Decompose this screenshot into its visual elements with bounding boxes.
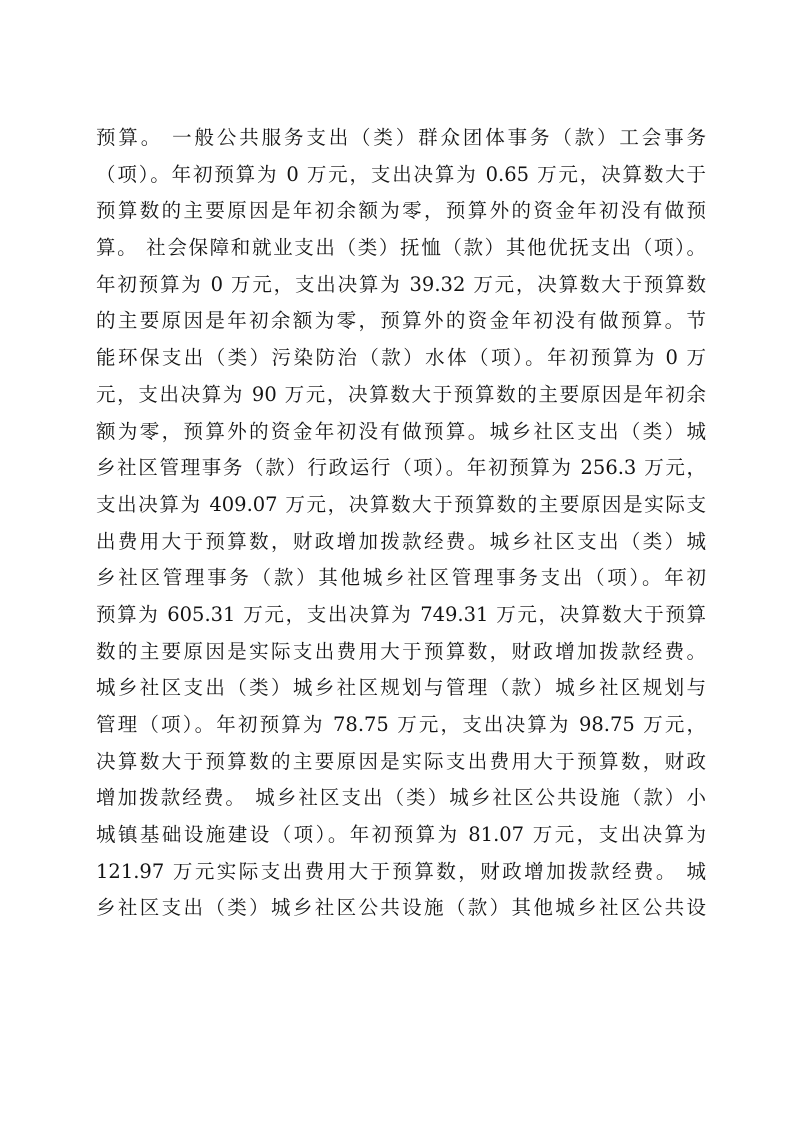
text-line: 支出决算为 409.07 万元，决算数大于预算数的主要原因是实际支	[96, 492, 706, 516]
text-line: 乡社区管理事务（款）其他城乡社区管理事务支出（项）。年初	[96, 566, 706, 590]
text-line: 算。 社会保障和就业支出（类）抚恤（款）其他优抚支出（项）。	[96, 236, 706, 260]
text-line: 城乡社区支出（类）城乡社区规划与管理（款）城乡社区规划与	[96, 676, 706, 700]
text-line: 决算数大于预算数的主要原因是实际支出费用大于预算数，财政	[96, 749, 706, 773]
text-line: 增加拨款经费。 城乡社区支出（类）城乡社区公共设施（款）小	[96, 786, 706, 810]
text-line: 预算数的主要原因是年初余额为零，预算外的资金年初没有做预	[96, 199, 706, 223]
text-line: 乡社区支出（类）城乡社区公共设施（款）其他城乡社区公共设	[96, 896, 706, 920]
text-line: 121.97 万元实际支出费用大于预算数，财政增加拨款经费。 城	[96, 859, 706, 883]
text-line: 乡社区管理事务（款）行政运行（项）。年初预算为 256.3 万元，	[96, 456, 706, 480]
text-line: 数的主要原因是实际支出费用大于预算数，财政增加拨款经费。	[96, 639, 706, 663]
text-line: 城镇基础设施建设（项）。年初预算为 81.07 万元，支出决算为	[96, 823, 706, 847]
text-line: 额为零，预算外的资金年初没有做预算。城乡社区支出（类）城	[96, 419, 706, 443]
text-line: 能环保支出（类）污染防治（款）水体（项）。年初预算为 0 万	[96, 346, 706, 370]
text-line: 出费用大于预算数，财政增加拨款经费。城乡社区支出（类）城	[96, 529, 706, 553]
text-line: 预算为 605.31 万元，支出决算为 749.31 万元，决算数大于预算	[96, 602, 706, 626]
text-line: （项）。年初预算为 0 万元，支出决算为 0.65 万元，决算数大于	[96, 162, 706, 186]
body-paragraph	[96, 120, 706, 927]
text-line: 的主要原因是年初余额为零，预算外的资金年初没有做预算。节	[96, 309, 706, 333]
text-line: 管理（项）。年初预算为 78.75 万元，支出决算为 98.75 万元，	[96, 713, 706, 736]
text-line: 年初预算为 0 万元，支出决算为 39.32 万元，决算数大于预算数	[96, 272, 706, 296]
text-line: 元，支出决算为 90 万元，决算数大于预算数的主要原因是年初余	[96, 382, 706, 406]
text-line: 预算。 一般公共服务支出（类）群众团体事务（款）工会事务	[96, 126, 706, 149]
